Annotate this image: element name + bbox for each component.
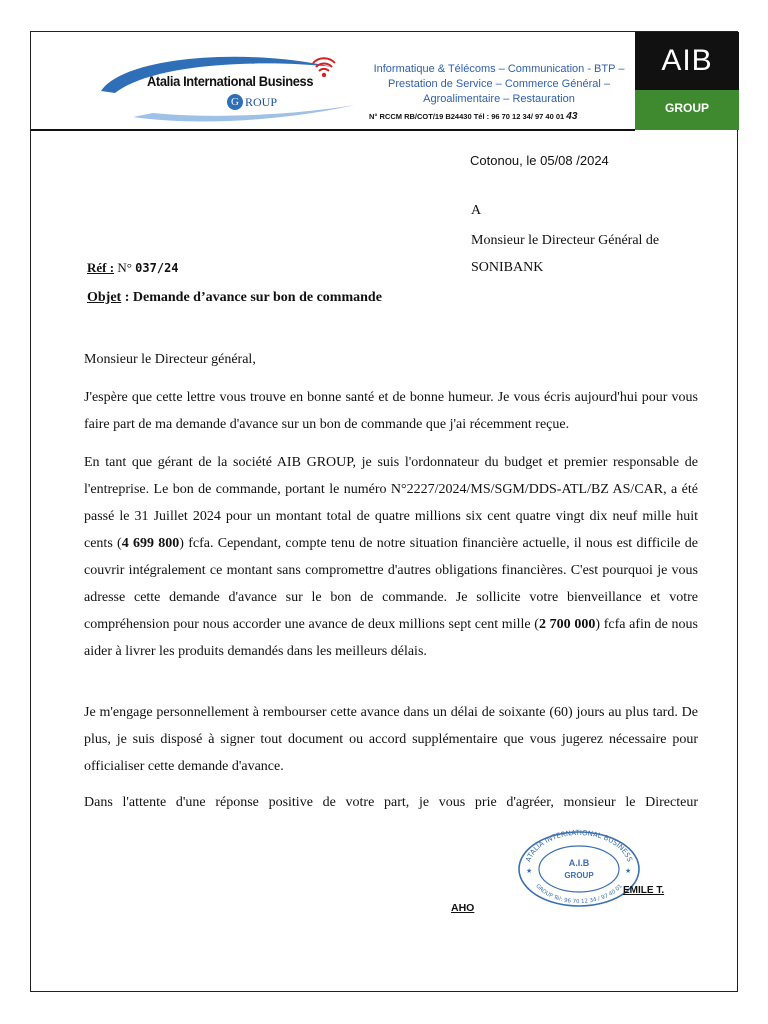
services-line: Agroalimentaire – Restauration	[423, 93, 575, 105]
logo-g-badge: G	[227, 94, 243, 110]
stamp-star-icon: ★	[526, 867, 533, 875]
signatory-surname: AHO	[451, 902, 475, 914]
brand-aib: AIB	[635, 32, 739, 90]
stamp-ring-bottom: GROUP Tél: 96 70 12 34 / 97 40 01	[534, 883, 624, 906]
reference-prefix: N°	[114, 260, 136, 275]
wifi-signal-icon	[313, 58, 335, 77]
letter-page	[30, 31, 738, 992]
amount-advance: 2 700 000	[538, 617, 596, 632]
recipient-company: SONIBANK	[471, 260, 544, 275]
salutation: Monsieur le Directeur général,	[84, 352, 256, 367]
logo-group-rest: ROUP	[245, 94, 278, 109]
paragraph-closing: Dans l'attente d'une réponse positive de votre part, je vous prie d'agréer, monsieur le Directeur	[84, 795, 698, 810]
letterhead	[31, 32, 737, 132]
signatory-given-name: EMILE T.	[623, 885, 665, 896]
paragraph-intro: J'espère que cette lettre vous trouve en bonne santé et de bonne humeur. Je vous écris aujourd'hui pour vous faire part de ma demande d'avance sur un bon de commande que j'ai récemment reçue.	[84, 390, 698, 432]
registration-text: N° RCCM RB/COT/19 B24430 Tél : 96 70 12 34/ 97 40 01	[369, 112, 565, 121]
subject-line	[87, 290, 382, 306]
brand-block	[635, 32, 739, 130]
stamp-center-line1: A.I.B	[568, 858, 590, 868]
stamp-ring-top: ATALIA INTERNATIONAL BUSINESS	[524, 828, 634, 864]
reference-number: 037/24	[135, 261, 179, 275]
svg-text:GROUP Tél: 96 70 12 34 / 97 40	[534, 883, 624, 905]
paragraph-request-part: ) fcfa afin de nous aider à livrer les produits demandés dans les meilleurs délais.	[84, 617, 698, 659]
paragraph-commitment: Je m'engage personnellement à rembourser cette avance dans un délai de soixante (60) jours au plus tard. De plus, je suis disposé à signer tout document ou accord supplémentaire que vous jugerez nécessaire pour officialiser cette demande d'avance.	[84, 705, 698, 774]
reference-label: Réf :	[87, 260, 115, 275]
paragraph-request-part: En tant que gérant de la société AIB GROUP, je suis l'ordonnateur du budget et premier responsable de l'entreprise. Le bon de commande, portant le numéro N°2227/2024/MS/SGM/DDS-ATL/BZ AS/CAR, a été passé le 31 Juillet 2024 pour un montant total de quatre millions six cent quatre vingt dix neuf mille huit cents (	[84, 455, 698, 551]
stamp-center-line2: GROUP	[564, 871, 594, 880]
reference-line	[87, 260, 179, 276]
brand-group: GROUP	[635, 90, 739, 130]
letter-date: Cotonou, le 05/08 /2024	[470, 153, 609, 168]
subject-label: Objet	[87, 290, 122, 305]
subject-text: : Demande d’avance sur bon de commande	[121, 290, 382, 305]
services-list	[363, 62, 635, 107]
registration-end: 43	[566, 111, 578, 122]
amount-total: 4 699 800	[121, 536, 180, 551]
services-line: Prestation de Service – Commerce Général –	[388, 78, 610, 90]
logo-group-text	[227, 94, 277, 110]
paragraph-request-part: ) fcfa. Cependant, compte tenu de notre situation financière actuelle, il nous est difficile de couvrir intégralement ce montant sans compromettre d'autres obligations financières. C'est pourquoi je vous adresse cette demande d'avance sur le bon de commande. Je sollicite votre bienveillance et votre compréhension pour nous accorder une avance de deux millions sept cent mille (	[84, 536, 699, 632]
recipient-title: Monsieur le Directeur Général de	[471, 233, 660, 248]
logo-company-name: Atalia International Business	[147, 73, 314, 89]
company-logo	[93, 47, 363, 127]
registration-line	[369, 111, 577, 122]
recipient-prefix: A	[471, 203, 482, 218]
header-divider	[31, 129, 635, 131]
paragraph-request	[84, 449, 698, 665]
services-line: Informatique & Télécoms – Communication - BTP –	[373, 63, 625, 75]
stamp-star-icon: ★	[625, 867, 632, 875]
